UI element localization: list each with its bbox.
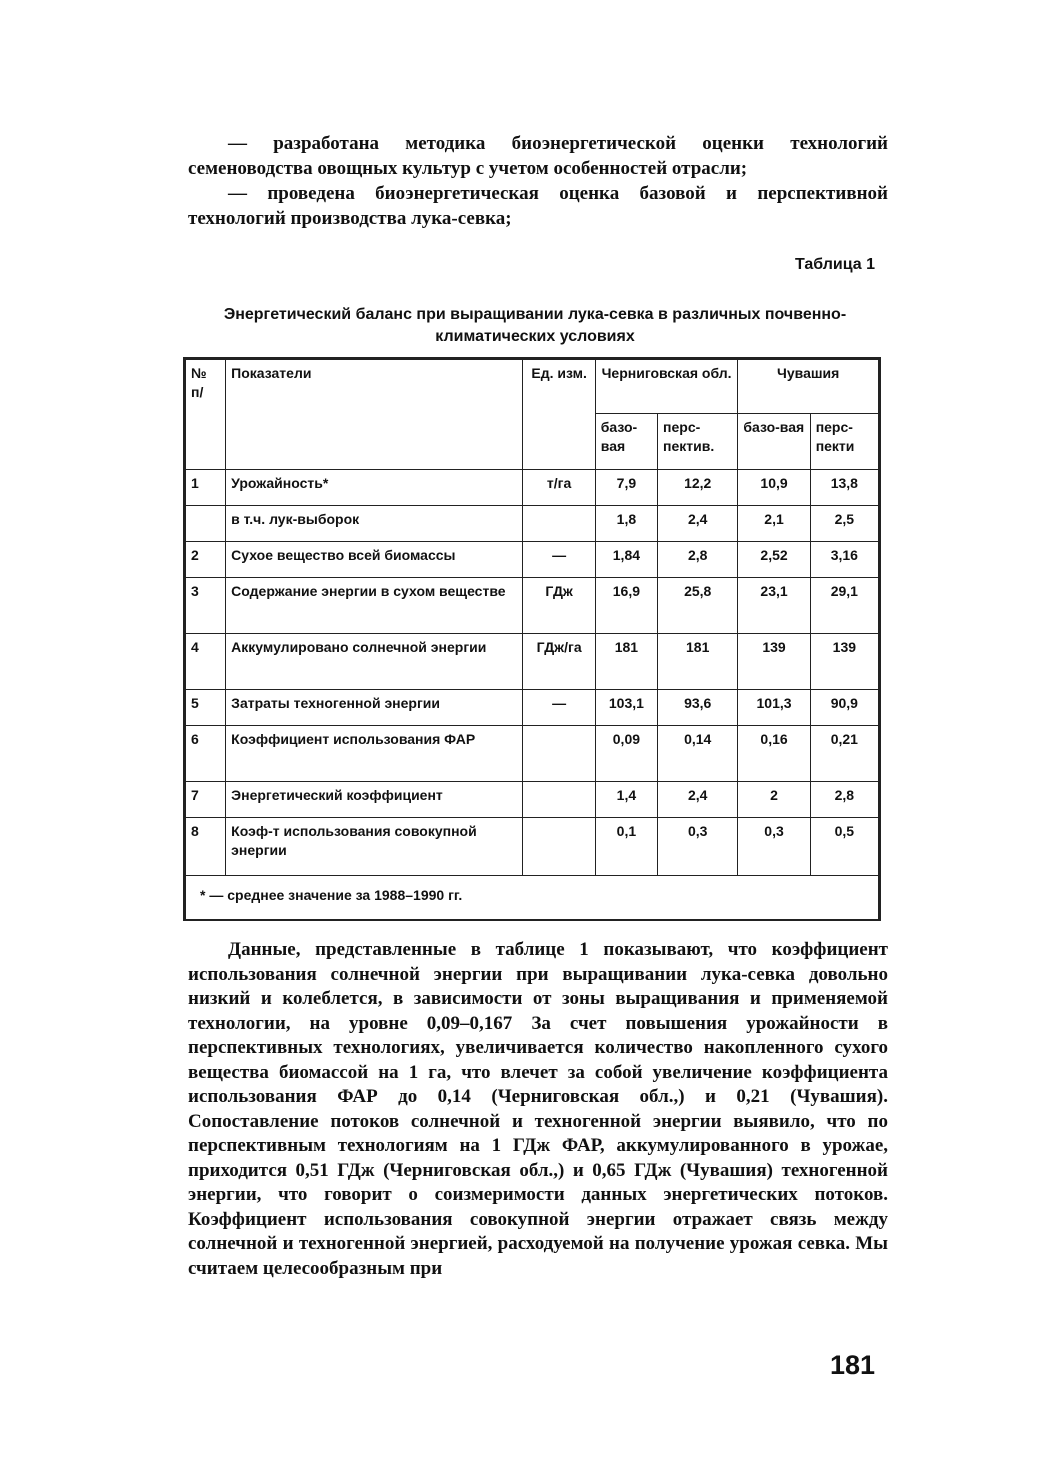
cell-persp-2: 0,5 <box>810 818 878 876</box>
header-num: № п/ <box>186 360 226 470</box>
intro-item-1: — разработана методика биоэнергетической оценки технологий семеноводства овощных культур с учетом особенностей отрасли; <box>188 133 888 179</box>
cell-persp-2: 90,9 <box>810 690 878 726</box>
header-region-chuvashia: Чувашия <box>738 360 879 414</box>
row-indicator: Коэф-т использования совокупной энергии <box>226 818 523 876</box>
cell-base-1: 1,84 <box>595 542 657 578</box>
cell-base-1: 0,09 <box>595 726 657 782</box>
cell-persp-2: 2,8 <box>810 782 878 818</box>
cell-base-2: 0,16 <box>738 726 810 782</box>
table-row <box>186 726 879 782</box>
row-num: 3 <box>186 578 226 634</box>
row-unit <box>523 818 595 876</box>
row-indicator: Аккумулировано солнечной энергии <box>226 634 523 690</box>
row-num: 8 <box>186 818 226 876</box>
header-persp-1: перс-пектив. <box>658 414 738 470</box>
cell-base-2: 2,52 <box>738 542 810 578</box>
row-indicator: Содержание энергии в сухом веществе <box>226 578 523 634</box>
table-row <box>186 818 879 876</box>
cell-base-2: 101,3 <box>738 690 810 726</box>
cell-base-2: 23,1 <box>738 578 810 634</box>
header-indicator: Показатели <box>226 360 523 470</box>
cell-base-1: 1,4 <box>595 782 657 818</box>
row-indicator: Урожайность* <box>226 470 523 506</box>
row-unit <box>523 782 595 818</box>
header-base-1: базо-вая <box>595 414 657 470</box>
cell-base-1: 7,9 <box>595 470 657 506</box>
row-unit: ГДж/га <box>523 634 595 690</box>
cell-persp-1: 93,6 <box>658 690 738 726</box>
cell-base-1: 1,8 <box>595 506 657 542</box>
cell-base-1: 16,9 <box>595 578 657 634</box>
body-paragraph: Данные, представленные в таблице 1 показывают, что коэффициент использования солнечной энергии при выращивании лука-севка довольно низкий и колеблется, в зависимости от зоны выращивания и применяемой технологии, на уровне 0,09–0,167 За счет повышения урожайности в перспективных технологиях, увеличивается количество накопленного сухого вещества биомассой на 1 га, что влечет за собой увеличение коэффициента использования ФАР до 0,14 (Черниговская обл.,) и 0,21 (Чувашия). Сопоставление потоков солнечной и техногенной энергии выявило, что по перспективным технологиям на 1 ГДж ФАР, аккумулированного в урожае, приходится 0,51 ГДж (Черниговская обл.,) и 0,65 ГДж (Чувашия) техногенной энергии, что говорит о соизмеримости данных энергетических потоков. Коэффициент использования совокупной энергии отражает связь между солнечной и техногенной энергией, расходуемой на получение урожая севка. Мы считаем целесообразным при <box>188 939 888 1279</box>
cell-persp-1: 0,3 <box>658 818 738 876</box>
row-indicator: в т.ч. лук-выборок <box>226 506 523 542</box>
header-region-chernihiv: Черниговская обл. <box>595 360 738 414</box>
cell-persp-2: 13,8 <box>810 470 878 506</box>
header-persp-2: перс-пекти <box>810 414 878 470</box>
cell-persp-1: 2,4 <box>658 506 738 542</box>
row-num <box>186 506 226 542</box>
table-footnote: * — среднее значение за 1988–1990 гг. <box>186 876 879 920</box>
energy-balance-table <box>183 357 881 921</box>
cell-persp-2: 0,21 <box>810 726 878 782</box>
row-indicator: Затраты техногенной энергии <box>226 690 523 726</box>
row-unit <box>523 506 595 542</box>
row-indicator: Сухое вещество всей биомассы <box>226 542 523 578</box>
cell-persp-1: 181 <box>658 634 738 690</box>
table-row <box>186 578 879 634</box>
cell-base-2: 0,3 <box>738 818 810 876</box>
header-base-2: базо-вая <box>738 414 810 470</box>
row-unit: ГДж <box>523 578 595 634</box>
row-indicator: Энергетический коэффициент <box>226 782 523 818</box>
cell-base-2: 2 <box>738 782 810 818</box>
cell-persp-1: 2,4 <box>658 782 738 818</box>
table-label: Таблица 1 <box>794 256 875 273</box>
cell-persp-2: 3,16 <box>810 542 878 578</box>
row-unit: — <box>523 690 595 726</box>
cell-base-2: 139 <box>738 634 810 690</box>
row-num: 2 <box>186 542 226 578</box>
cell-persp-2: 2,5 <box>810 506 878 542</box>
table-title: Энергетический баланс при выращивании лука-севка в различных почвенно-климатических условиях <box>223 306 847 345</box>
cell-base-1: 0,1 <box>595 818 657 876</box>
cell-persp-2: 139 <box>810 634 878 690</box>
cell-persp-1: 2,8 <box>658 542 738 578</box>
cell-base-1: 181 <box>595 634 657 690</box>
cell-base-2: 10,9 <box>738 470 810 506</box>
row-num: 6 <box>186 726 226 782</box>
row-unit: т/га <box>523 470 595 506</box>
cell-base-1: 103,1 <box>595 690 657 726</box>
row-num: 5 <box>186 690 226 726</box>
table-row <box>186 542 879 578</box>
table-row <box>186 782 879 818</box>
intro-item-2: — проведена биоэнергетическая оценка базовой и перспективной технологий производства лука-севка; <box>188 183 888 229</box>
row-num: 7 <box>186 782 226 818</box>
cell-persp-1: 12,2 <box>658 470 738 506</box>
cell-persp-1: 0,14 <box>658 726 738 782</box>
table-row <box>186 690 879 726</box>
page-number: 181 <box>829 1350 875 1380</box>
row-num: 1 <box>186 470 226 506</box>
row-indicator: Коэффициент использования ФАР <box>226 726 523 782</box>
row-unit: — <box>523 542 595 578</box>
table-row <box>186 634 879 690</box>
cell-persp-2: 29,1 <box>810 578 878 634</box>
header-unit: Ед. изм. <box>523 360 595 470</box>
row-num: 4 <box>186 634 226 690</box>
cell-persp-1: 25,8 <box>658 578 738 634</box>
table-row <box>186 506 879 542</box>
cell-base-2: 2,1 <box>738 506 810 542</box>
table-row <box>186 470 879 506</box>
row-unit <box>523 726 595 782</box>
